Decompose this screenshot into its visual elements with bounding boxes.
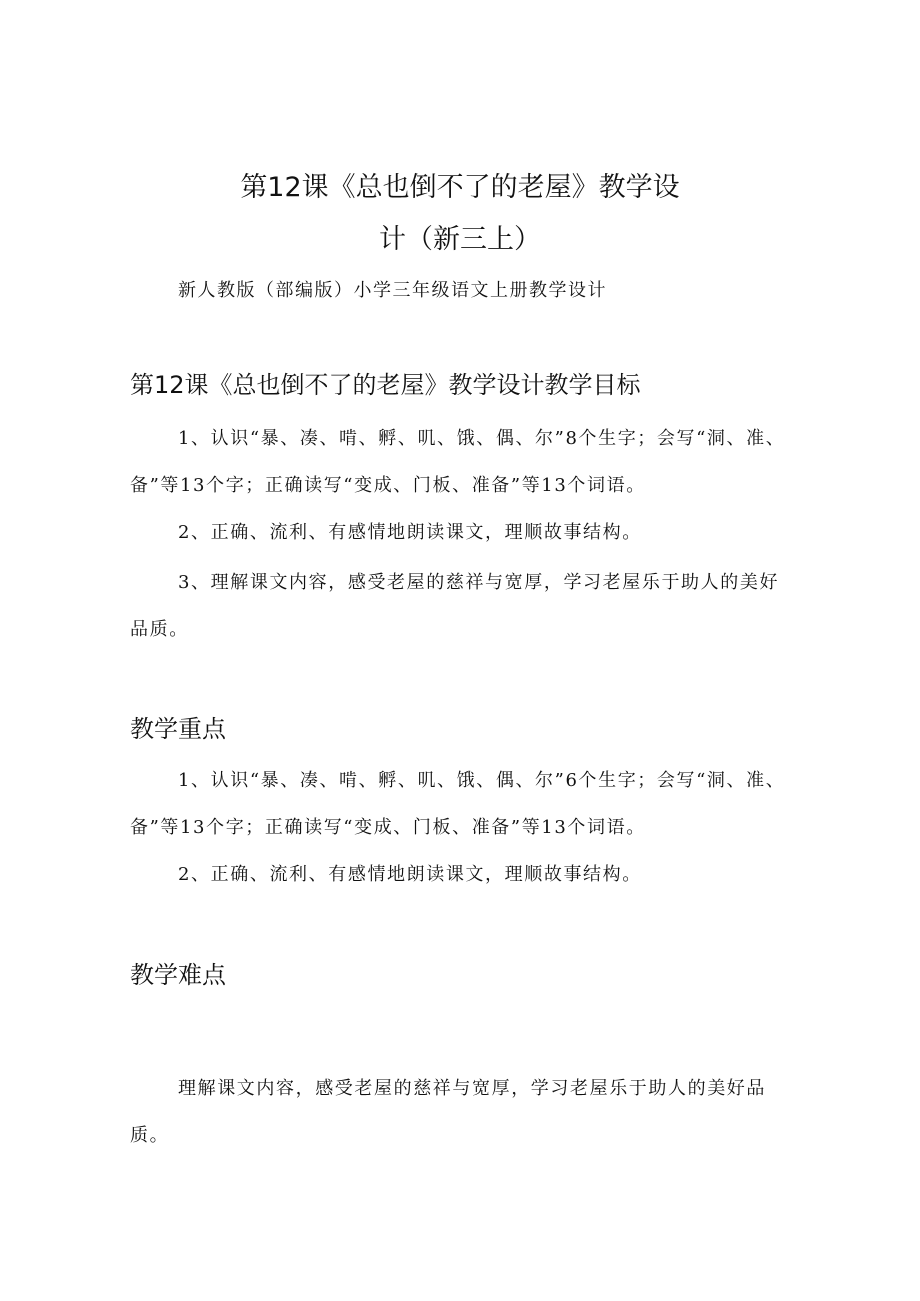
goals-heading: 第12课《总也倒不了的老屋》教学设计教学目标 bbox=[130, 371, 641, 399]
document-title-line-2: 计（新三上） bbox=[379, 224, 541, 255]
key-points-heading: 教学重点 bbox=[130, 715, 226, 743]
goals-item-3: 3、理解课文内容，感受老屋的慈祥与宽厚，学习老屋乐于助人的美好品质。 bbox=[130, 572, 780, 640]
key-points-item-2: 2、正确、流利、有感情地朗读课文，理顺故事结构。 bbox=[178, 864, 642, 885]
document-subtitle: 新人教版（部编版）小学三年级语文上册教学设计 bbox=[178, 280, 607, 301]
difficulties-heading: 教学难点 bbox=[130, 961, 226, 989]
goals-item-1: 1、认识“暴、凑、啃、孵、叽、饿、偶、尔”8个生字；会写“洞、准、备”等13个字；正确读写“变成、门板、准备”等13个词语。 bbox=[130, 428, 786, 496]
goals-item-2: 2、正确、流利、有感情地朗读课文，理顺故事结构。 bbox=[178, 522, 642, 543]
document-title-line-1: 第12课《总也倒不了的老屋》教学设 bbox=[240, 172, 680, 203]
key-points-item-1: 1、认识“暴、凑、啃、孵、叽、饿、偶、尔”6个生字；会写“洞、准、备”等13个字；正确读写“变成、门板、准备”等13个词语。 bbox=[130, 770, 786, 838]
difficulties-item-1: 理解课文内容，感受老屋的慈祥与宽厚，学习老屋乐于助人的美好品质。 bbox=[130, 1078, 766, 1146]
